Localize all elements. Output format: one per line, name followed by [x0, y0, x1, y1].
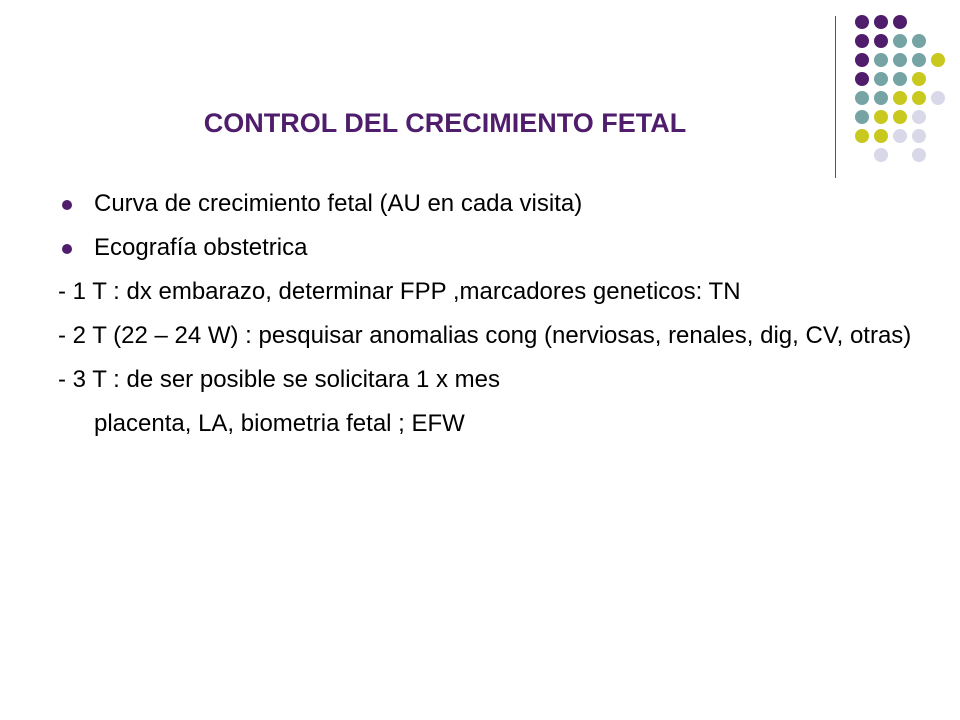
decor-dot [893, 129, 907, 143]
decor-dot [874, 72, 888, 86]
trimester-item-1: - 1 T : dx embarazo, determinar FPP ,marcadores geneticos: TN [58, 278, 741, 305]
decor-dot [912, 34, 926, 48]
decor-dot [874, 53, 888, 67]
bullet-dot-icon [62, 200, 72, 210]
decor-dot [874, 148, 888, 162]
trimester-item-3: - 3 T : de ser posible se solicitara 1 x mes [58, 366, 500, 393]
decor-dot [912, 129, 926, 143]
decorative-dot-grid [0, 0, 960, 200]
decor-dot [893, 15, 907, 29]
decor-dot [893, 91, 907, 105]
bullet-item [58, 232, 918, 264]
decor-dot [855, 72, 869, 86]
bullet-item [58, 188, 918, 220]
bullet-text: Ecografía obstetrica [94, 234, 308, 261]
decor-dot [931, 53, 945, 67]
decor-dot [893, 110, 907, 124]
decor-dot [855, 53, 869, 67]
decor-dot [912, 72, 926, 86]
trimester-3-detail: placenta, LA, biometria fetal ; EFW [94, 410, 465, 437]
decor-dot [893, 34, 907, 48]
decor-dot [893, 53, 907, 67]
decor-dot [912, 91, 926, 105]
slide-body [58, 188, 918, 452]
decor-dot [855, 34, 869, 48]
decor-dot [874, 15, 888, 29]
decor-dot [912, 148, 926, 162]
decor-dot [931, 91, 945, 105]
decor-dot [855, 15, 869, 29]
bullet-dot-icon [62, 244, 72, 254]
slide-title: CONTROL DEL CRECIMIENTO FETAL [203, 108, 687, 138]
vertical-divider [835, 16, 836, 178]
decor-dot [893, 72, 907, 86]
decor-dot [874, 91, 888, 105]
decor-dot [855, 91, 869, 105]
trimester-item-2: - 2 T (22 – 24 W) : pesquisar anomalias cong (nerviosas, renales, dig, CV, otras) [58, 322, 912, 349]
decor-dot [912, 110, 926, 124]
decor-dot [874, 34, 888, 48]
bullet-text: Curva de crecimiento fetal (AU en cada visita) [94, 190, 583, 217]
decor-dot [912, 53, 926, 67]
